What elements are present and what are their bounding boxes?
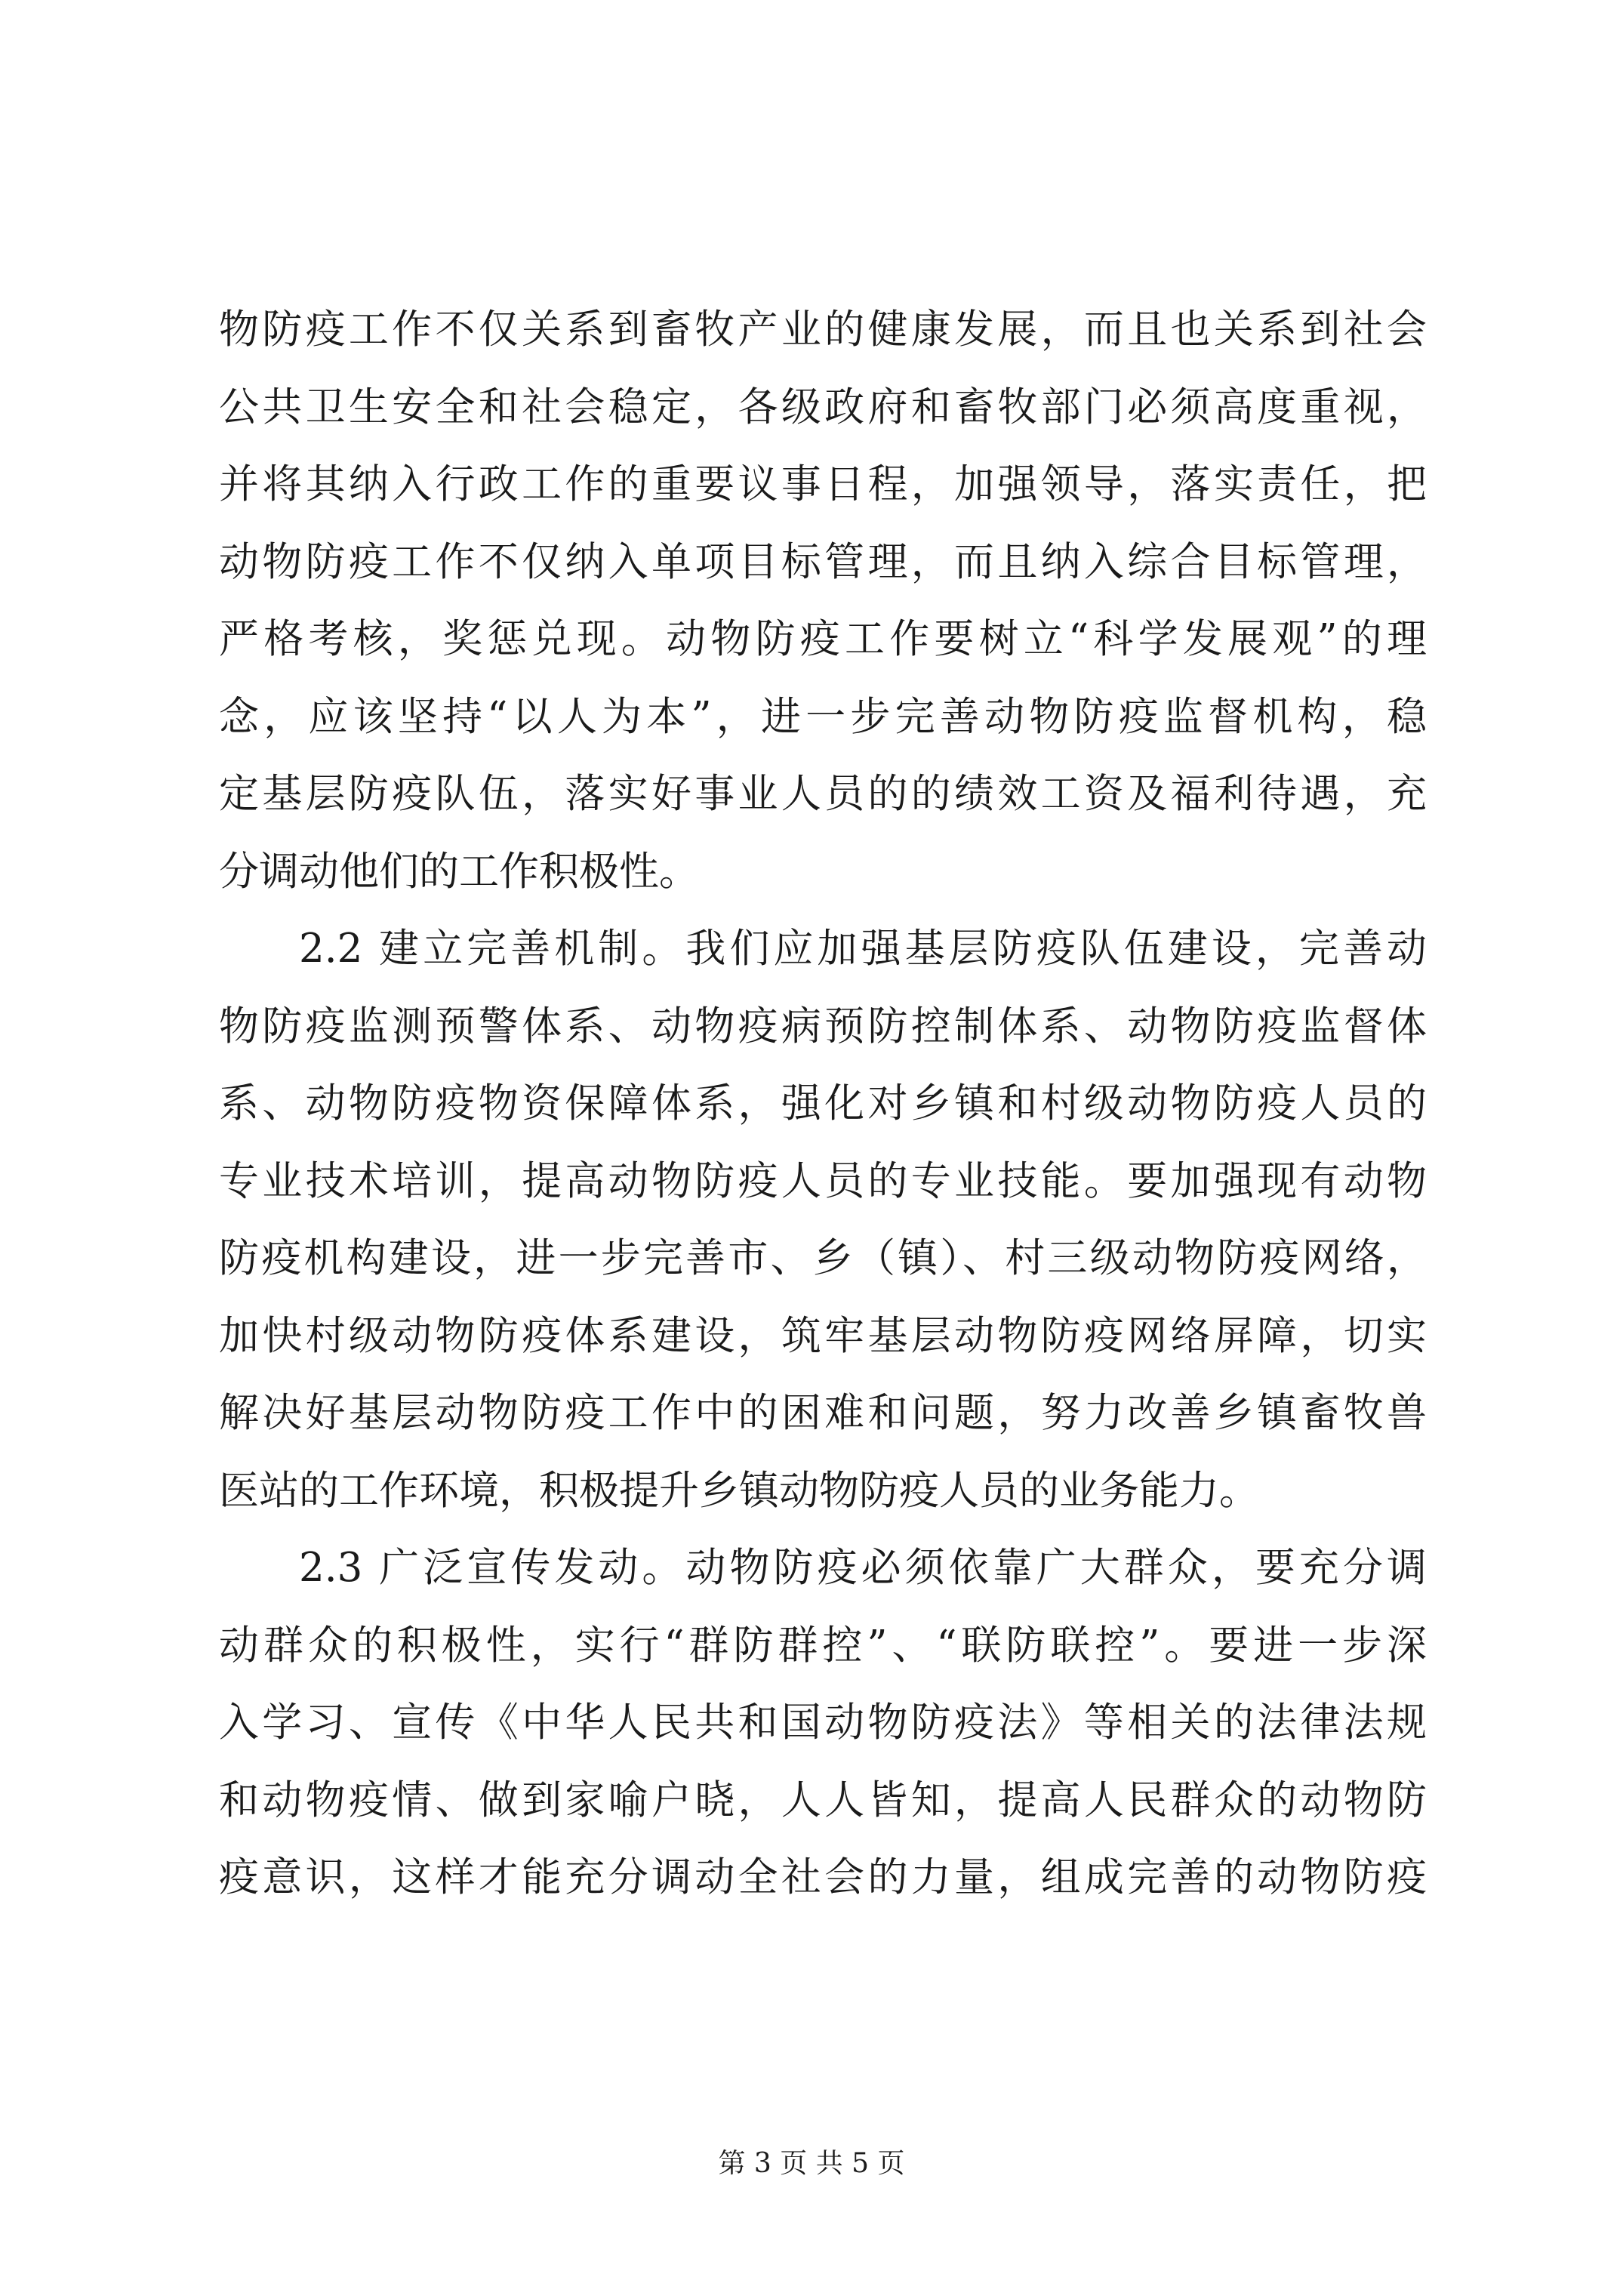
text-line: 入学习、宣传《中华人民共和国动物防疫法》等相关的法律法规 [219,1700,1427,1746]
text-line: 严格考核，奖惩兑现。动物防疫工作要树立“科学发展观”的理 [219,616,1427,662]
text-line: 专业技术培训，提高动物防疫人员的专业技能。要加强现有动物 [219,1157,1427,1204]
section-heading-line: 2.3 广泛宣传发动。动物防疫必须依靠广大群众，要充分调 [299,1545,1427,1591]
text-line: 系、动物防疫物资保障体系，强化对乡镇和村级动物防疫人员的 [219,1080,1427,1126]
section-heading-line: 2.2 建立完善机制。我们应加强基层防疫队伍建设，完善动 [299,926,1427,972]
text-line: 动群众的积极性，实行“群防群控”、“联防联控”。要进一步深 [219,1622,1427,1669]
text-line: 并将其纳入行政工作的重要议事日程，加强领导，落实责任，把 [219,461,1427,507]
text-line: 医站的工作环境，积极提升乡镇动物防疫人员的业务能力。 [219,1467,1259,1514]
text-line: 和动物疫情、做到家喻户晓，人人皆知，提高人民群众的动物防 [219,1777,1427,1823]
text-line: 公共卫生安全和社会稳定，各级政府和畜牧部门必须高度重视， [219,384,1427,430]
text-line: 念，应该坚持“以人为本”，进一步完善动物防疫监督机构，稳 [219,693,1427,740]
text-line: 疫意识，这样才能充分调动全社会的力量，组成完善的动物防疫 [219,1854,1427,1900]
text-line: 定基层防疫队伍，落实好事业人员的的绩效工资及福利待遇，充 [219,771,1427,817]
text-line: 加快村级动物防疫体系建设，筑牢基层动物防疫网络屏障，切实 [219,1312,1427,1359]
text-line: 解决好基层动物防疫工作中的困难和问题，努力改善乡镇畜牧兽 [219,1390,1427,1436]
text-line: 物防疫监测预警体系、动物疫病预防控制体系、动物防疫监督体 [219,1003,1427,1049]
document-body [219,291,1427,1917]
text-line: 分调动他们的工作积极性。 [219,848,699,895]
text-line: 物防疫工作不仅关系到畜牧产业的健康发展，而且也关系到社会 [219,307,1427,353]
text-line: 防疫机构建设，进一步完善市、乡（镇）、村三级动物防疫网络， [219,1235,1427,1281]
text-line: 动物防疫工作不仅纳入单项目标管理，而且纳入综合目标管理， [219,538,1427,585]
page-footer: 第 3 页 共 5 页 [718,2148,905,2179]
